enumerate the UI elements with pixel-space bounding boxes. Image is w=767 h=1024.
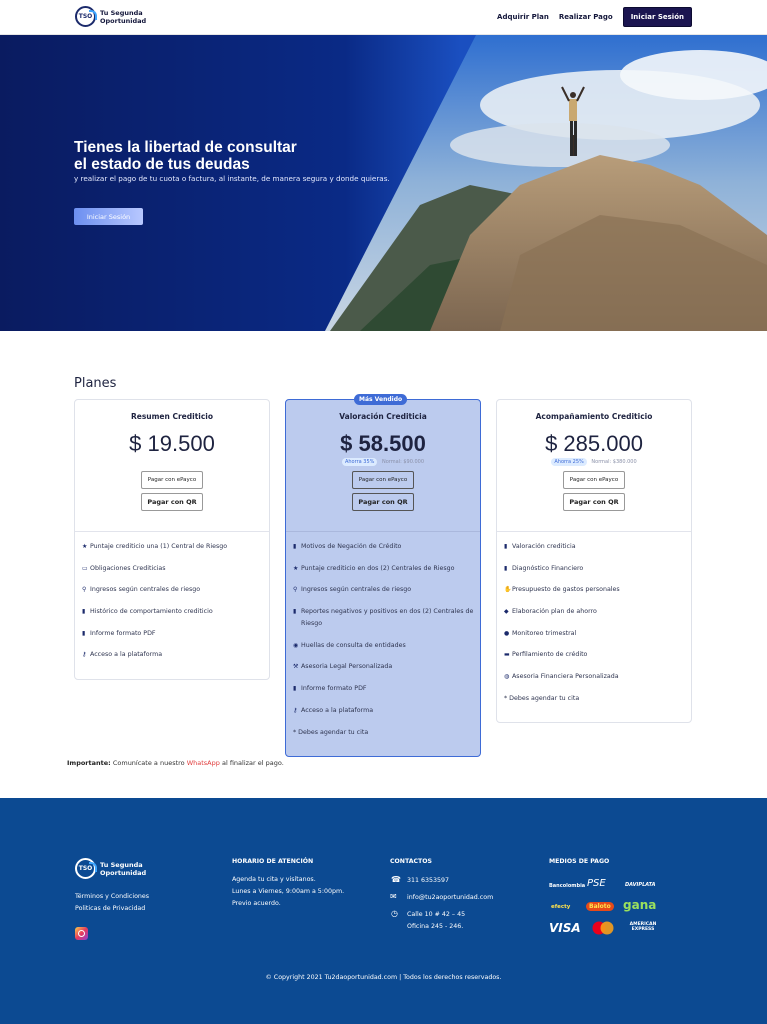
feature-text: Puntaje crediticio en dos (2) Centrales de Riesgo bbox=[301, 564, 455, 572]
document-icon: ▮ bbox=[82, 608, 86, 616]
plan-card-resumen bbox=[74, 399, 270, 680]
star-icon: ★ bbox=[82, 543, 88, 550]
mastercard-logo bbox=[592, 920, 614, 934]
amex-logo: AMERICAN EXPRESS bbox=[629, 922, 657, 932]
saving-badge: Ahorra 35% bbox=[342, 458, 377, 466]
hours-line: Previo acuerdo. bbox=[232, 900, 281, 907]
key-icon: ⚷ bbox=[293, 706, 298, 714]
site-footer bbox=[0, 798, 767, 1024]
id-card-icon: ▭ bbox=[82, 564, 88, 572]
visa-logo: VISA bbox=[549, 921, 581, 935]
feature-text: Ingresos según centrales de riesgo bbox=[90, 586, 201, 594]
plan-price: $ 19.500 bbox=[129, 431, 215, 456]
hero-title-line2: el estado de tus deudas bbox=[74, 156, 250, 173]
feature-item bbox=[293, 705, 474, 717]
footer-legal-links bbox=[75, 891, 149, 915]
hours-title: HORARIO DE ATENCIÓN bbox=[232, 858, 314, 865]
pse-logo: PSE bbox=[587, 878, 606, 889]
plan-price: $ 285.000 bbox=[545, 431, 643, 456]
nav-links bbox=[497, 7, 692, 27]
plan-features bbox=[497, 532, 691, 725]
important-note bbox=[67, 759, 284, 767]
feature-text: Ingresos según centrales de riesgo bbox=[301, 586, 412, 594]
feature-item bbox=[82, 628, 263, 640]
hours-text bbox=[232, 874, 344, 910]
feature-text: Valoración crediticia bbox=[512, 543, 576, 550]
plans-section-title: Planes bbox=[74, 376, 117, 391]
people-icon: ◍ bbox=[504, 673, 510, 681]
feature-item bbox=[504, 584, 685, 596]
feature-text: Informe formato PDF bbox=[90, 629, 156, 637]
terms-link[interactable]: Términos y Condiciones bbox=[75, 893, 150, 900]
plan-card-valoracion bbox=[285, 396, 481, 757]
feature-text: Motivos de Negación de Crédito bbox=[301, 543, 402, 550]
logo-mark-icon: TSO bbox=[75, 6, 96, 27]
feature-item bbox=[293, 661, 474, 673]
fingerprint-icon: ◉ bbox=[293, 641, 299, 649]
feature-item bbox=[504, 563, 685, 575]
search-icon: ⚲ bbox=[82, 586, 87, 594]
efecty-logo: efecty bbox=[551, 904, 571, 910]
feature-text: * Debes agendar tu cita bbox=[504, 694, 580, 702]
feature-text: Histórico de comportamiento crediticio bbox=[90, 608, 213, 616]
feature-text: Asesoria Financiera Personalizada bbox=[512, 673, 619, 681]
feature-text: Monitoreo trimestral bbox=[512, 629, 577, 637]
contact-address bbox=[407, 909, 465, 933]
bancolombia-logo: Bancolombia bbox=[549, 883, 586, 889]
clock-icon: ◷ bbox=[391, 909, 398, 918]
feature-text: Huellas de consulta de entidades bbox=[301, 641, 406, 649]
feature-text: Acceso a la plataforma bbox=[90, 651, 163, 659]
feature-item bbox=[82, 563, 263, 575]
logo-mark-icon: TSO bbox=[75, 858, 96, 879]
site-logo[interactable] bbox=[75, 6, 146, 27]
hand-money-icon: ✋ bbox=[504, 586, 512, 594]
gana-logo: gana bbox=[623, 898, 657, 912]
logo-wordmark bbox=[100, 9, 146, 25]
plan-price: $ 58.500 bbox=[340, 431, 426, 456]
nav-link-realizar-pago[interactable]: Realizar Pago bbox=[558, 13, 613, 21]
whatsapp-link[interactable]: WhatsApp bbox=[186, 759, 220, 767]
plan-discount bbox=[497, 459, 691, 467]
note-strong: Importante: bbox=[67, 759, 111, 767]
document-icon: ▮ bbox=[293, 543, 297, 550]
feature-text: Obligaciones Crediticias bbox=[90, 564, 166, 572]
credit-card-icon: ▬ bbox=[504, 651, 510, 659]
feature-item bbox=[82, 584, 263, 596]
feature-text: Asesoria Legal Personalizada bbox=[301, 663, 393, 671]
baloto-logo: Baloto bbox=[586, 902, 614, 911]
feature-text: Acceso a la plataforma bbox=[301, 706, 374, 714]
search-icon: ⚲ bbox=[293, 586, 298, 594]
logo-line1: Tu Segunda bbox=[100, 8, 143, 17]
star-icon: ★ bbox=[293, 564, 299, 572]
instagram-icon[interactable] bbox=[75, 927, 88, 940]
logo-wordmark bbox=[100, 861, 146, 877]
contacts-title: CONTACTOS bbox=[390, 858, 432, 865]
pay-qr-button[interactable]: Pagar con QR bbox=[563, 493, 625, 511]
feature-item bbox=[293, 683, 474, 695]
gavel-icon: ⚒ bbox=[293, 663, 299, 671]
note-text-before: Comunícate a nuestro bbox=[112, 759, 185, 767]
saving-badge: Ahorra 25% bbox=[551, 458, 586, 466]
pay-qr-button[interactable]: Pagar con QR bbox=[352, 493, 414, 511]
feature-item bbox=[293, 563, 474, 575]
hero-subtitle: y realizar el pago de tu cuota o factura, al instante, de manera segura y donde quieras. bbox=[74, 174, 390, 183]
plan-title: Valoración Crediticia bbox=[339, 412, 427, 421]
address-line1: Calle 10 # 42 – 45 bbox=[407, 911, 466, 918]
feature-text: Perfilamiento de crédito bbox=[512, 651, 588, 659]
hero-title bbox=[74, 139, 297, 173]
pay-epayco-button[interactable]: Pagar con ePayco bbox=[141, 471, 203, 489]
hero-login-button[interactable]: Iniciar Sesión bbox=[74, 208, 143, 225]
feature-item bbox=[82, 606, 263, 618]
pay-qr-button[interactable]: Pagar con QR bbox=[141, 493, 203, 511]
feature-item bbox=[82, 649, 263, 661]
document-icon: ▮ bbox=[82, 629, 86, 637]
phone-icon: ☎ bbox=[391, 875, 401, 884]
document-icon: ▮ bbox=[293, 608, 297, 616]
contact-phone[interactable]: 311 6353597 bbox=[407, 877, 450, 884]
best-seller-badge: Más Vendido bbox=[354, 394, 407, 405]
top-navbar bbox=[0, 0, 767, 35]
pay-epayco-button[interactable]: Pagar con ePayco bbox=[563, 471, 625, 489]
feature-item bbox=[293, 606, 474, 630]
document-icon: ▮ bbox=[293, 685, 297, 693]
plan-title: Resumen Crediticio bbox=[130, 412, 214, 421]
feature-item bbox=[504, 606, 685, 618]
plan-discount bbox=[286, 459, 480, 467]
feature-text: Puntaje crediticio una (1) Central de Riesgo bbox=[90, 543, 228, 550]
hours-line: Lunes a Viernes, 9:00am a 5:00pm. bbox=[232, 888, 345, 895]
plan-features bbox=[75, 532, 269, 681]
privacy-link[interactable]: Politicas de Privacidad bbox=[75, 905, 146, 912]
plan-discount bbox=[75, 459, 269, 467]
feature-item bbox=[504, 628, 685, 640]
feature-item bbox=[82, 541, 263, 553]
pay-epayco-button[interactable]: Pagar con ePayco bbox=[352, 471, 414, 489]
feature-text: Diagnóstico Financiero bbox=[512, 564, 584, 572]
login-button[interactable]: Iniciar Sesión bbox=[623, 7, 692, 27]
payments-title: MEDIOS DE PAGO bbox=[549, 858, 610, 865]
document-icon: ▮ bbox=[504, 543, 508, 550]
plan-card-acompanamiento bbox=[496, 399, 692, 723]
key-icon: ⚷ bbox=[82, 651, 87, 659]
feature-text: * Debes agendar tu cita bbox=[293, 728, 369, 736]
hero-title-line1: Tienes la libertad de consultar bbox=[74, 139, 297, 156]
contact-email[interactable]: info@tu2aoportunidad.com bbox=[407, 894, 494, 901]
normal-price: Normal: $380.000 bbox=[591, 459, 637, 465]
plan-features bbox=[286, 532, 480, 758]
feature-item bbox=[293, 541, 474, 553]
logo-line2: Oportunidad bbox=[100, 16, 147, 25]
daviplata-logo: DAVIPLATA bbox=[625, 882, 656, 888]
logo-line1: Tu Segunda bbox=[100, 860, 143, 869]
logo-line2: Oportunidad bbox=[100, 868, 147, 877]
feature-text: Reportes negativos y positivos en dos (2) Centrales de Riesgo bbox=[301, 608, 474, 628]
feature-item bbox=[293, 640, 474, 652]
feature-text: Presupuesto de gastos personales bbox=[512, 586, 620, 594]
feature-text: Informe formato PDF bbox=[301, 685, 367, 693]
feature-item bbox=[504, 649, 685, 661]
feature-text: Elaboración plan de ahorro bbox=[512, 608, 597, 616]
feature-item bbox=[504, 541, 685, 553]
note-text-after: al finalizar el pago. bbox=[221, 759, 284, 767]
piggy-bank-icon: ◆ bbox=[504, 608, 509, 616]
hero-banner bbox=[0, 35, 767, 331]
feature-item bbox=[293, 584, 474, 596]
nav-link-adquirir-plan[interactable]: Adquirir Plan bbox=[497, 13, 549, 21]
feature-item bbox=[504, 671, 685, 683]
copyright: © Copyright 2021 Tu2daoportunidad.com | Todos los derechos reservados. bbox=[265, 974, 502, 981]
normal-price: Normal: $90.000 bbox=[382, 459, 425, 465]
users-icon: ● bbox=[504, 629, 510, 637]
document-icon: ▮ bbox=[504, 564, 508, 572]
feature-item bbox=[504, 693, 685, 705]
address-line2: Oficina 245 - 246. bbox=[407, 923, 464, 930]
email-icon: ✉ bbox=[390, 892, 397, 901]
footer-logo[interactable] bbox=[75, 858, 146, 879]
plan-title: Acompañamiento Crediticio bbox=[535, 412, 653, 421]
hours-line: Agenda tu cita y visítanos. bbox=[232, 876, 316, 883]
feature-item bbox=[293, 727, 474, 739]
